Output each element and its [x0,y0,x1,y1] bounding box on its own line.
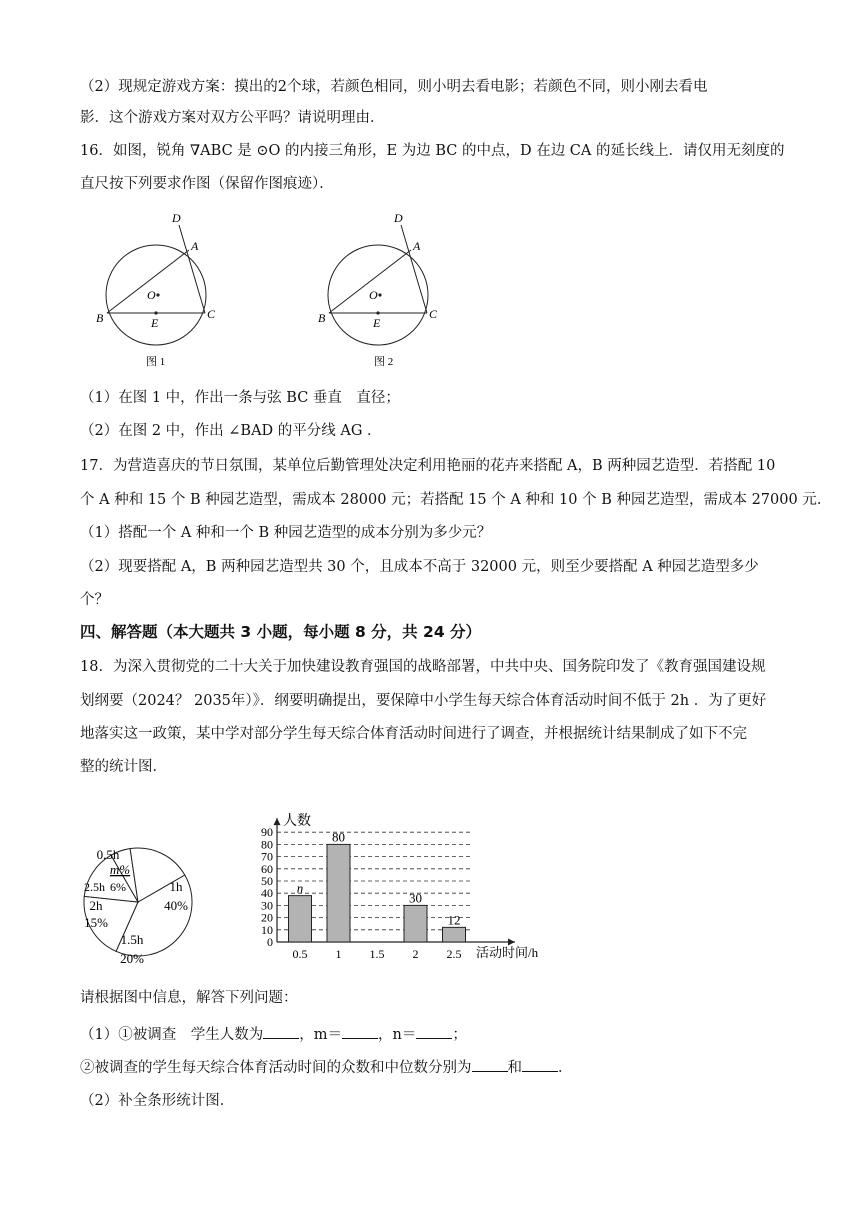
label-b: B [318,311,326,325]
q17-line2: 个 A 种和 15 个 B 种园艺造型，需成本 28000 元；若搭配 15 个 A 种和 10 个 B 种园艺造型，需成本 27000 元． [80,492,832,508]
figure-2-caption: 图 2 [374,356,394,368]
q18-line1: 18．为深入贯彻党的二十大关于加快建设教育强国的战略部署，中共中央、国务院印发了《教育强国建设规 [80,659,766,675]
geometry-figure-1 [92,205,232,375]
circle-o [106,245,206,345]
label-e: E [151,316,159,330]
q18-part1b-and: 和 [507,1060,522,1076]
q18-part1b [80,1057,573,1078]
pie-slice-percent: 6% [110,880,126,894]
y-tick-label: 50 [261,874,273,888]
bar [443,927,466,942]
q18-line3: 地落实这一政策，某中学对部分学生每天综合体育活动时间进行了调查，并根据统计结果制成了如下不完 [80,726,747,742]
label-d: D [394,211,403,225]
q18-part1b-prefix: ②被调查的学生每天综合体育活动时间的众数和中位数分别为 [80,1060,472,1076]
y-tick-label: 90 [261,825,273,840]
y-axis-arrow [274,818,281,825]
x-tick-label: 2.5 [446,947,462,961]
q18-part1a [80,1024,467,1045]
label-d: D [172,211,181,225]
pie-slice-label: 2h [89,898,103,913]
label-o: O [147,288,156,302]
y-axis-label: 人数 [283,814,311,830]
y-tick-label: 30 [261,898,273,913]
q16-part1: （1）在图 1 中，作出一条与弦 BC 垂直 直径； [80,390,400,406]
label-a: A [413,239,421,253]
bar [289,896,312,942]
segment-ba [107,250,189,313]
answer-blank-count[interactable] [263,1024,299,1039]
bar [327,844,350,942]
section-heading: 四、解答题（本大题共 3 小题，每小题 8 分，共 24 分） [80,623,482,641]
q18-part1a-prefix: （1）①被调查 学生人数为 [80,1027,264,1043]
x-tick-label: 1.5 [369,947,385,961]
label-c: C [207,307,216,321]
label-a: A [191,239,199,253]
bar-chart [250,784,570,969]
answer-blank-median[interactable] [522,1057,558,1072]
y-tick-label: 20 [261,910,273,925]
q18-part1a-m: ，m＝ [299,1027,342,1043]
q18-part1a-end: ； [452,1027,467,1043]
pie-slice-label: 0.5h [96,847,120,862]
bar-value-label: 12 [447,912,461,928]
q15-part2-line2: 影．这个游戏方案对双方公平吗？请说明理由． [80,110,385,126]
bar [404,905,427,942]
y-tick-label: 80 [261,837,273,852]
bar-value-label: 80 [332,829,345,845]
point-e [154,311,157,314]
x-axis-label: 活动时间/h [476,945,539,960]
answer-blank-n[interactable] [416,1024,452,1039]
y-tick-label: 40 [261,886,273,901]
circle-o [328,245,428,345]
pie-slice-percent: m% [109,862,131,877]
x-tick-label: 1 [335,947,342,961]
y-tick-label: 70 [261,849,273,864]
q16-line1: 16．如图，锐角 ∇ABC 是 ⊙O 的内接三角形，E 为边 BC 的中点，D 在边 CA 的延长线上．请仅用无刻度的 [80,143,785,159]
q18-prompt: 请根据图中信息，解答下列问题： [80,990,298,1006]
y-tick-label: 60 [261,861,273,876]
label-b: B [96,311,104,325]
q15-part2-line1: （2）现规定游戏方案：摸出的2个球，若颜色相同，则小明去看电影；若颜色不同，则小刚去看电 [80,79,708,95]
label-c: C [429,307,438,321]
point-o [156,293,159,296]
label-e: E [373,316,381,330]
segment-ba [329,250,411,313]
q17-part1: （1）搭配一个 A 种和一个 B 种园艺造型的成本分别为多少元？ [80,525,492,541]
bar-value-label: 30 [409,890,422,906]
q18-part1b-end: ． [558,1060,573,1076]
x-tick-label: 0.5 [292,947,308,961]
q16-line2: 直尺按下列要求作图（保留作图痕迹）． [80,176,334,192]
q17-line1: 17．为营造喜庆的节日氛围，某单位后勤管理处决定利用艳丽的花卉来搭配 A，B 两种园艺造型．若搭配 10 [80,458,776,474]
pie-slice-percent: 15% [84,915,108,930]
q17-part2-line1: （2）现要搭配 A，B 两种园艺造型共 30 个，且成本不高于 32000 元，则至少要搭配 A 种园艺造型多少 [80,559,759,575]
answer-blank-m[interactable] [342,1024,378,1039]
q18-part1a-n: ，n＝ [377,1027,417,1043]
pie-slice-label: 1h [169,879,183,894]
pie-slice-label: 1.5h [120,932,144,947]
y-tick-label: 0 [267,935,273,949]
pie-slice-label: 2.5h [84,880,105,894]
q18-line4: 整的统计图． [80,759,167,775]
point-e [376,311,379,314]
geometry-figure-2 [314,205,454,375]
answer-blank-mode[interactable] [472,1057,508,1072]
bar-value-label: n [296,880,304,896]
label-o: O [369,288,378,302]
q18-part2: （2）补全条形统计图． [80,1093,235,1109]
q18-line2: 划纲要（2024？ 2035年）》．纲要明确提出，要保障中小学生每天综合体育活动时间不低于 2h ．为了更好 [80,693,767,709]
q16-part2: （2）在图 2 中，作出 ∠BAD 的平分线 AG ． [80,423,382,439]
pie-slice-percent: 20% [120,951,144,966]
point-o [378,293,381,296]
y-tick-label: 10 [261,922,273,937]
figure-1-caption: 图 1 [146,356,166,368]
q17-part2-line2: 个？ [80,592,109,608]
pie-chart [80,832,200,972]
x-tick-label: 2 [412,947,419,961]
pie-slice-percent: 40% [164,898,188,913]
